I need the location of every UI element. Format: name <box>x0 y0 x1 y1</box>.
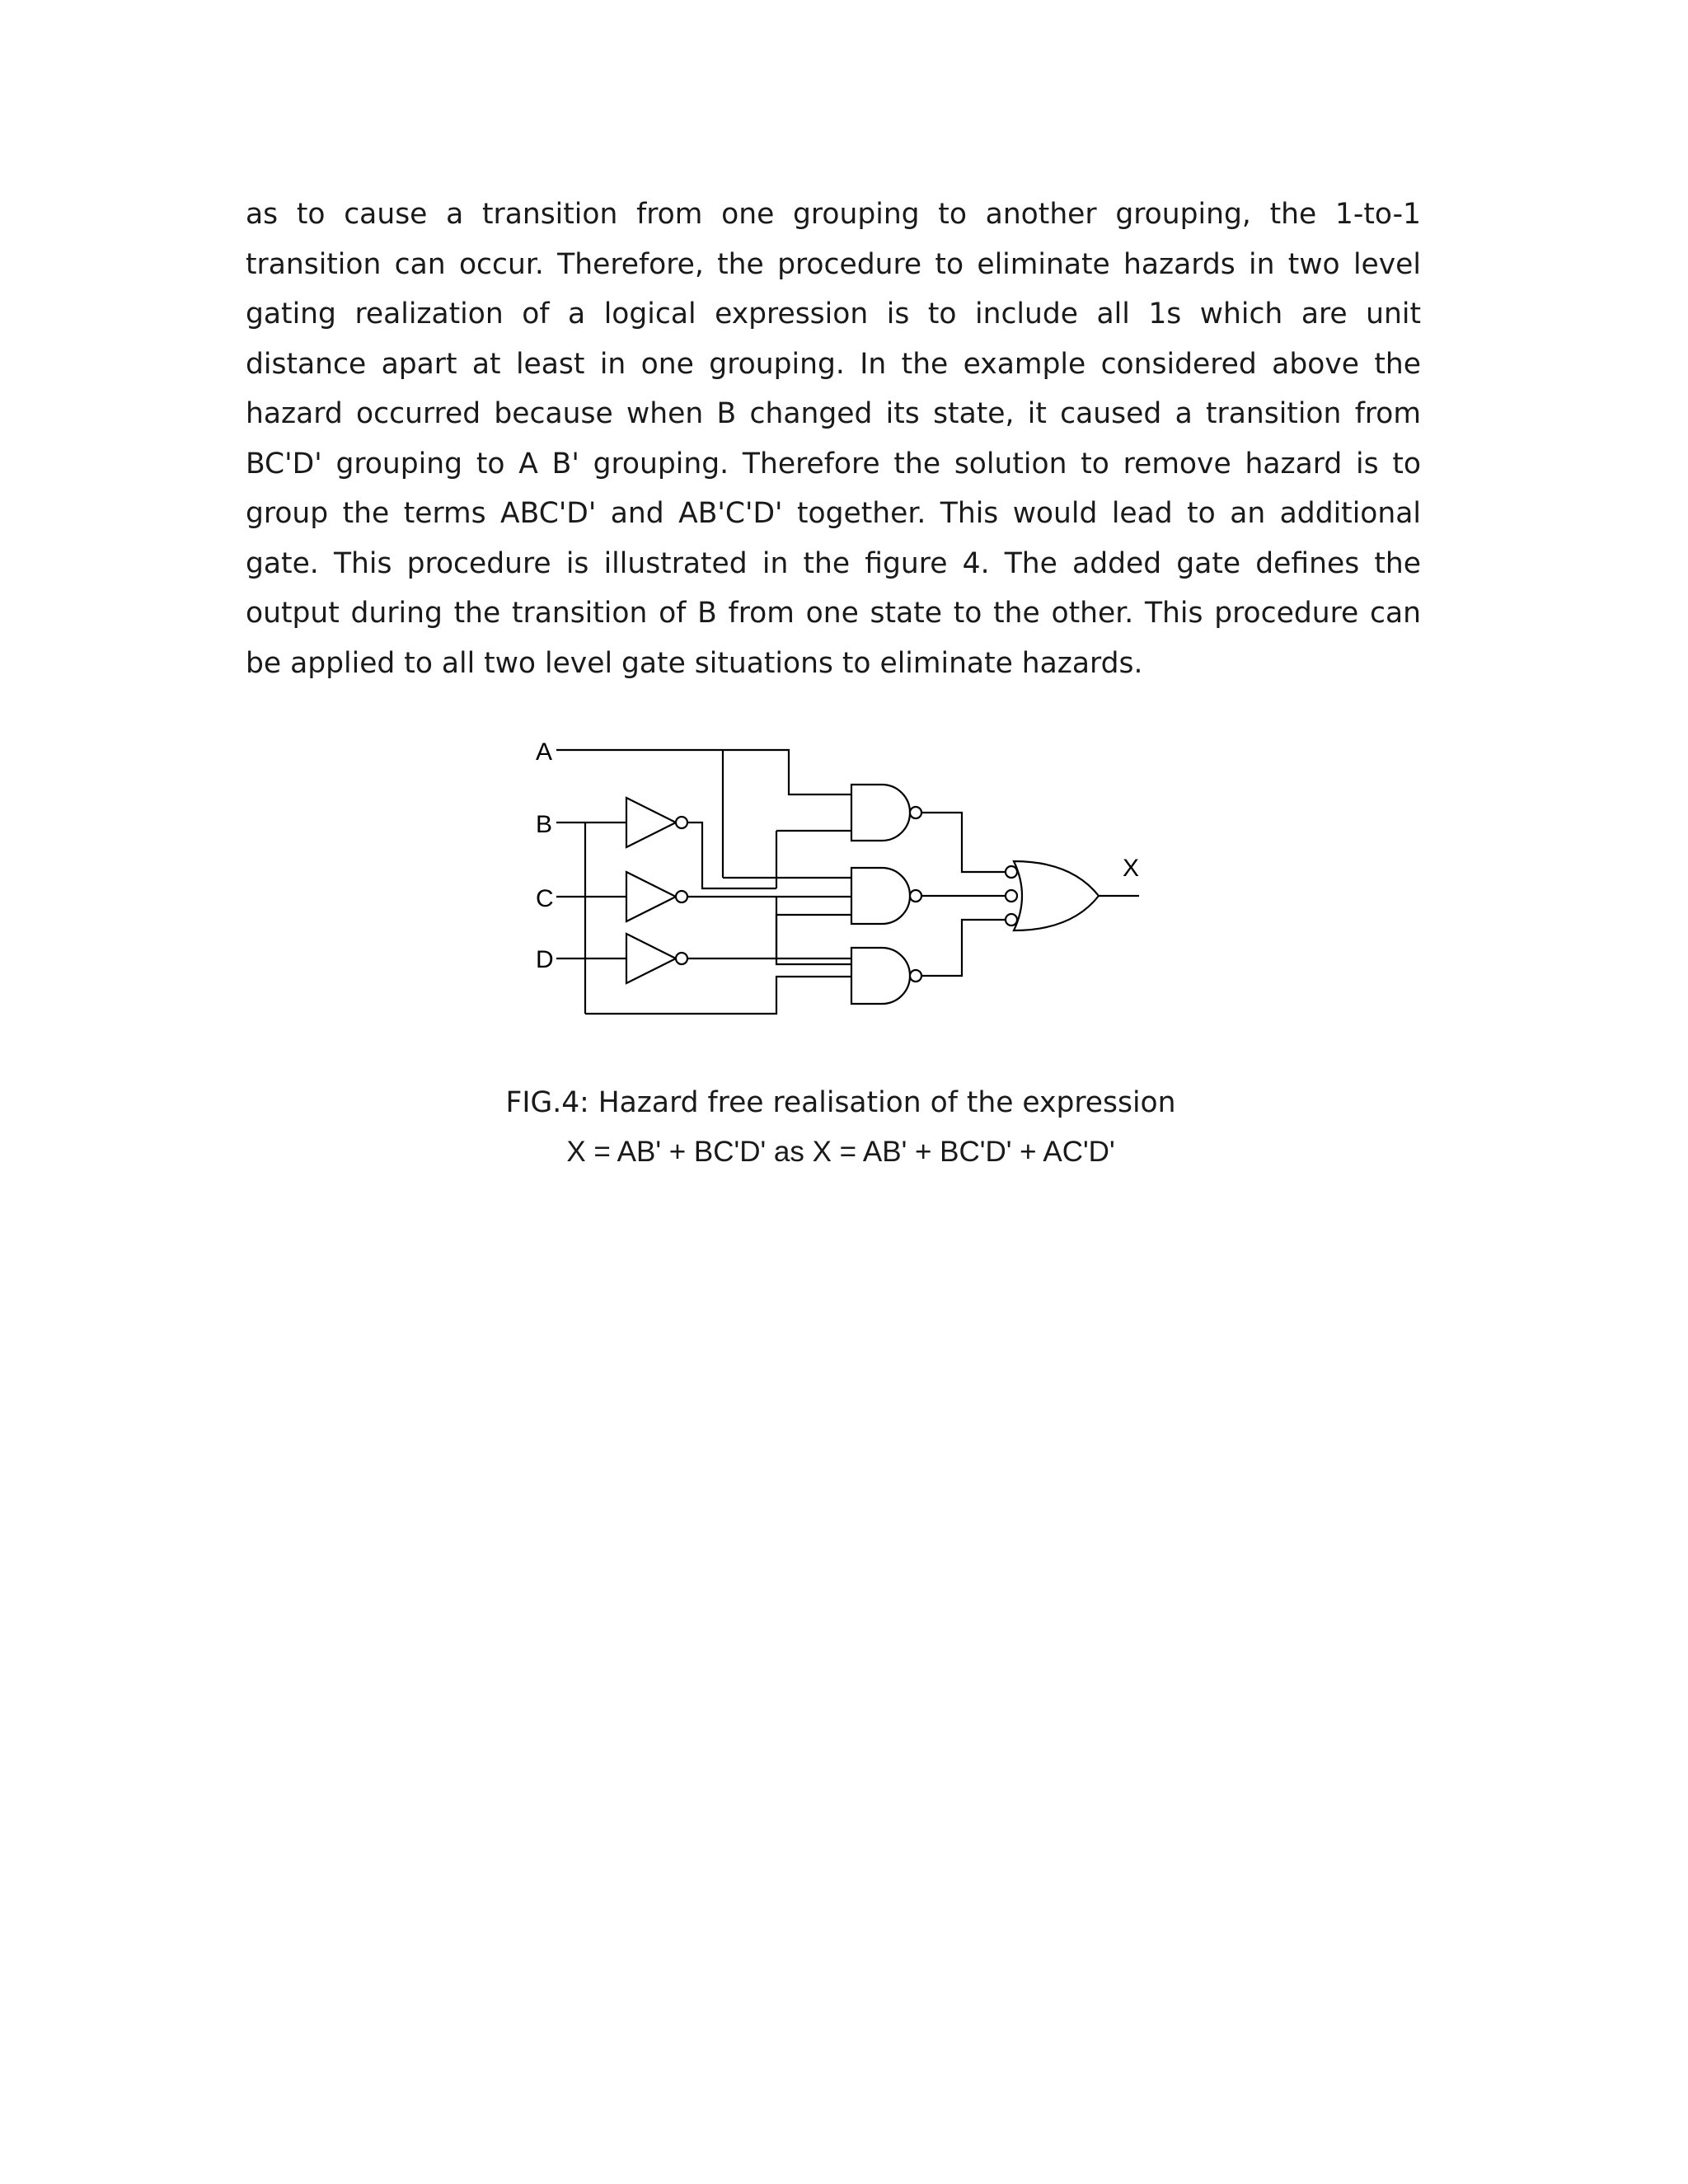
nand-gate-2 <box>851 868 921 924</box>
inverter-c <box>626 872 687 921</box>
wire-b-to-gate3 <box>585 977 851 1014</box>
inverter-b <box>626 798 687 847</box>
wire-gate3-out <box>921 920 1006 976</box>
wire-gate1-out <box>921 813 1006 872</box>
wire-d-not <box>687 915 851 958</box>
figure-caption-line-2: X = AB' + BC'D' as X = AB' + BC'D' + AC'D' <box>566 1136 1115 1168</box>
logic-circuit-diagram <box>511 725 1170 1030</box>
or-gate <box>1006 861 1099 930</box>
wire-c-not-to-gate3 <box>776 897 851 964</box>
input-label-c: C <box>536 885 554 912</box>
input-label-a: A <box>536 738 553 766</box>
output-label-x: X <box>1123 855 1140 882</box>
body-paragraph: as to cause a transition from one grouping to another grouping, the 1-to-1 transition can occur. Therefore, the procedure to eliminate hazards in two level gating realization of a logical expression is to include all 1s which are unit distance apart at least in one grouping. In the example considered above the hazard occurred because when B changed its state, it caused a transition from BC'D' grouping to A B' grouping. Therefore the solution to remove hazard is to group the terms ABC'D' and AB'C'D' together. This would lead to an additional gate. This procedure is illustrated in the figure 4. The added gate defines the output during the transition of B from one state to the other. This procedure can be applied to all two level gate situations to eliminate hazards. <box>246 198 1421 680</box>
nand-gate-3 <box>851 948 921 1004</box>
input-label-d: D <box>536 946 554 973</box>
inverter-d <box>626 934 687 983</box>
figure-caption-line-1: FIG.4: Hazard free realisation of the expression <box>505 1086 1176 1119</box>
wire-a <box>556 750 851 794</box>
input-label-b: B <box>536 811 553 838</box>
nand-gate-1 <box>851 785 921 841</box>
